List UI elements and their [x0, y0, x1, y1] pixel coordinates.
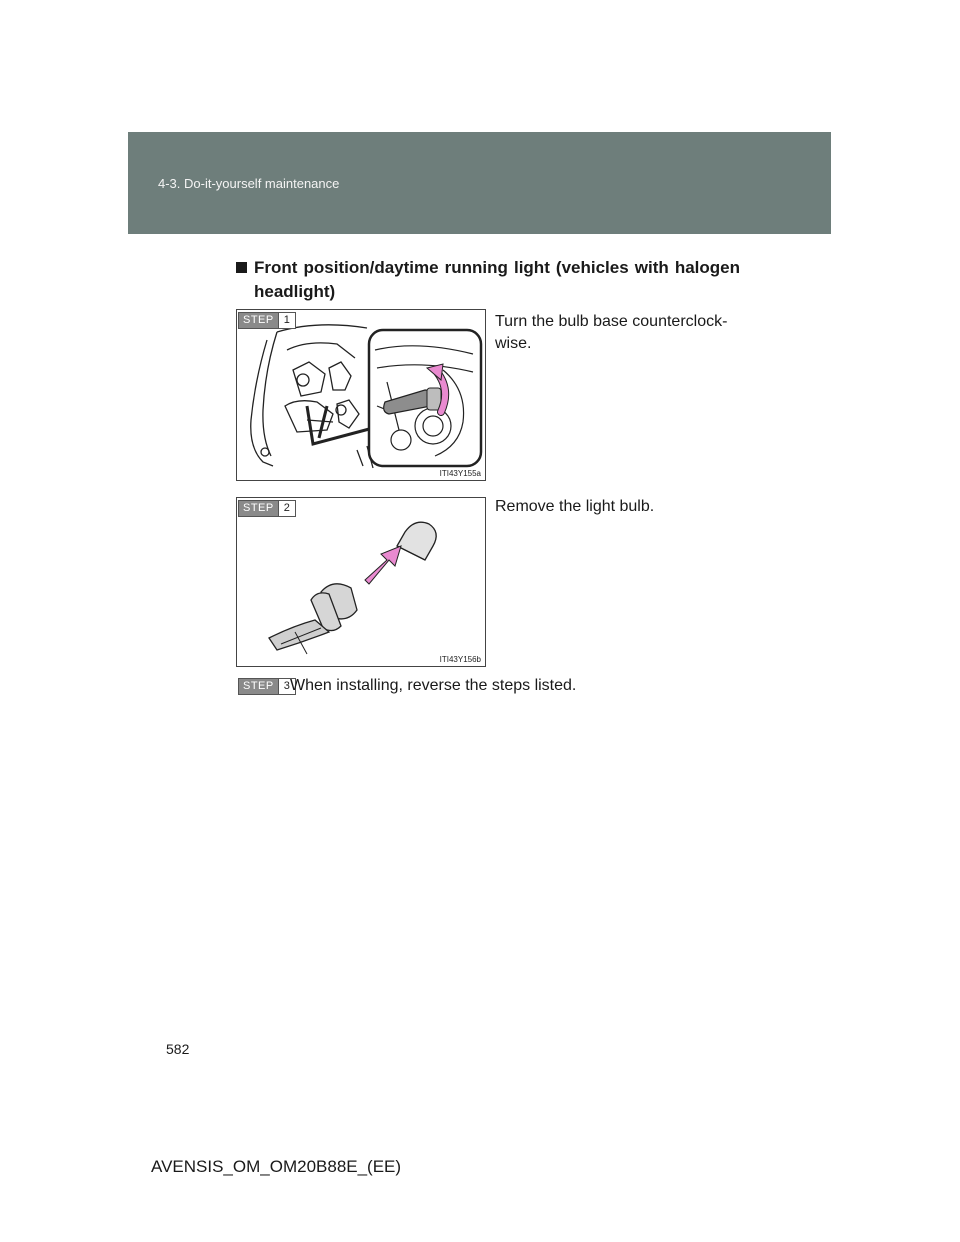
step-3-instruction: When installing, reverse the steps listed. [290, 677, 577, 694]
bulb-removal-drawing [237, 498, 485, 666]
figure-code: ITI43Y155a [439, 469, 481, 478]
step-2-illustration [236, 497, 486, 667]
document-footer: AVENSIS_OM_OM20B88E_(EE) [151, 1157, 402, 1176]
step-3-badge: STEP 3 [238, 678, 296, 695]
subsection-heading [236, 256, 740, 304]
headlight-bulb-base-drawing [237, 310, 485, 480]
step-1-badge: STEP 1 [238, 312, 296, 329]
step-1-illustration [236, 309, 486, 481]
page-number: 582 [166, 1041, 190, 1057]
heading-text: Front position/daytime running light (vehicles with halogen headlight) [254, 258, 740, 301]
step-1-instruction: Turn the bulb base counterclock-wise. [495, 313, 728, 352]
step-2-instruction: Remove the light bulb. [495, 498, 655, 515]
section-header [128, 132, 831, 234]
square-bullet-icon [236, 262, 247, 273]
section-title: 4-3. Do-it-yourself maintenance [158, 176, 340, 191]
figure-code: ITI43Y156b [439, 655, 481, 664]
step-2-badge: STEP 2 [238, 500, 296, 517]
